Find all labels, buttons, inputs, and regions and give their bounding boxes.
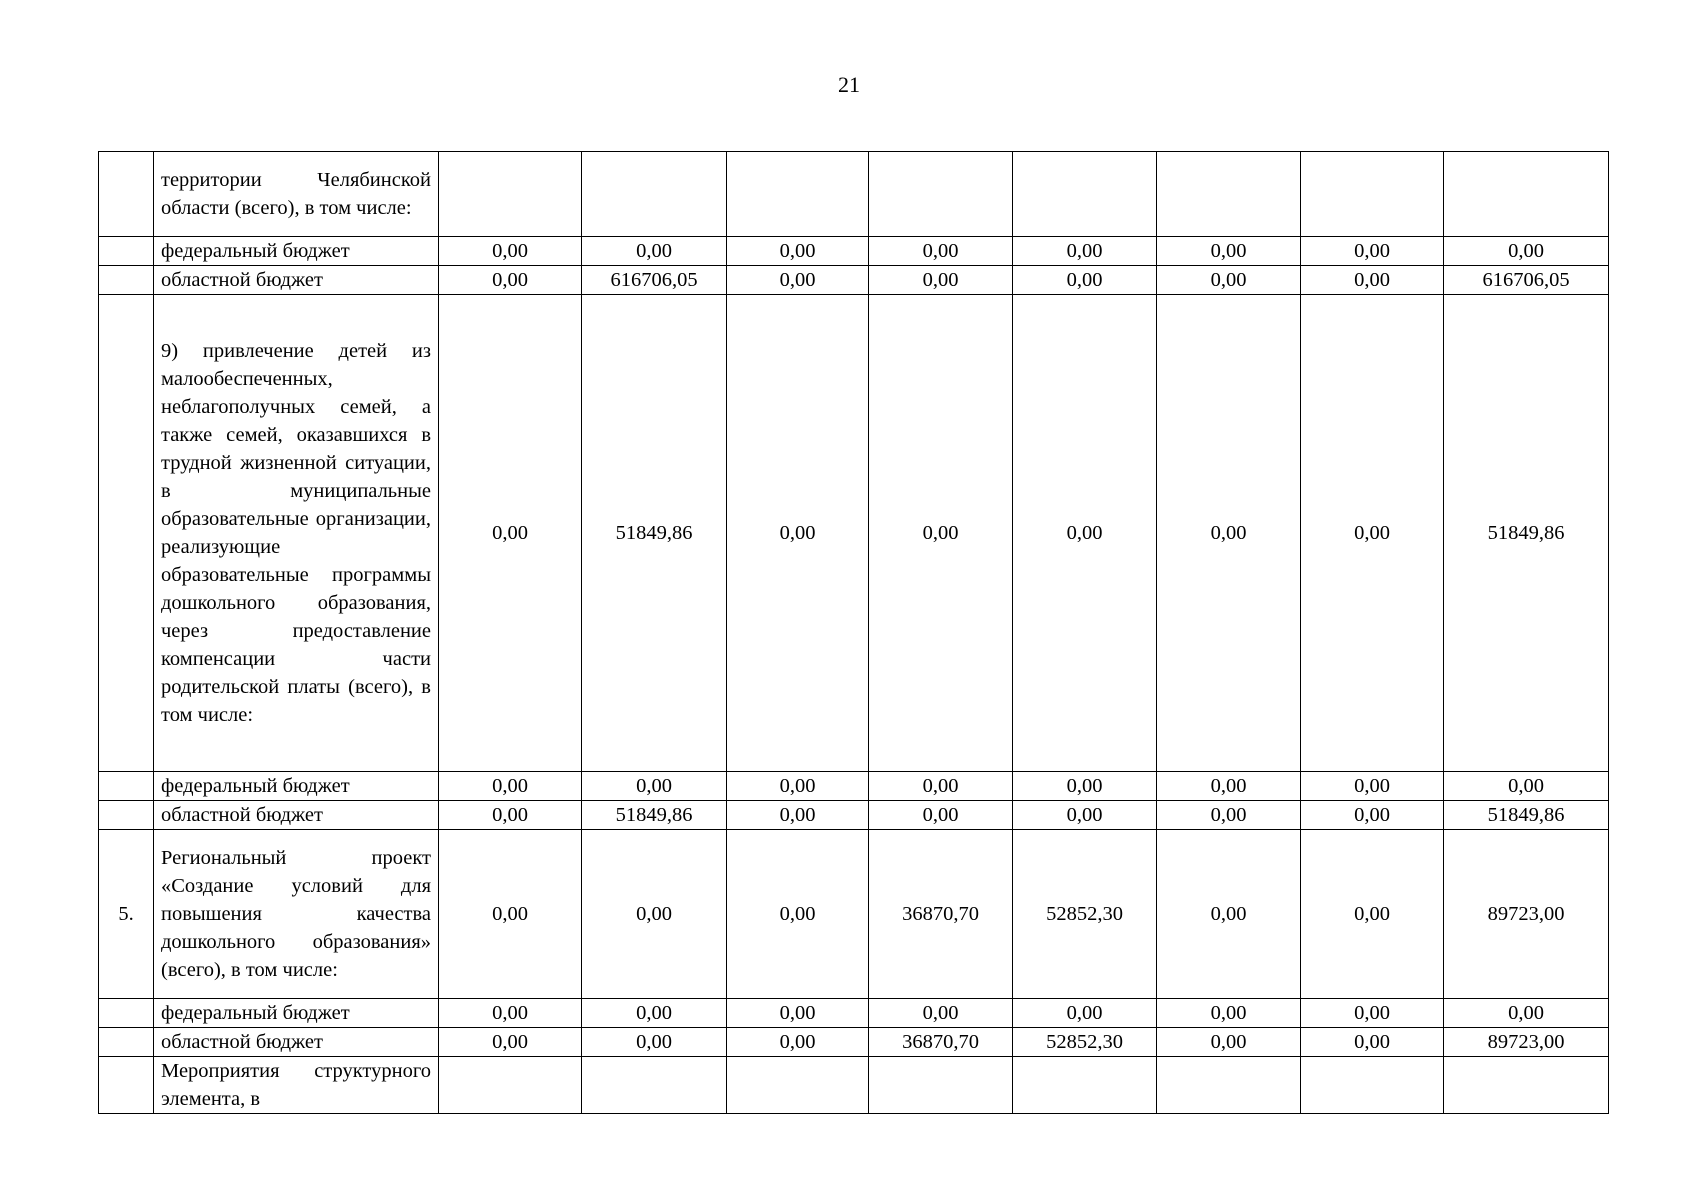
table-row [99,295,1609,772]
value-cell: 616706,05 [582,266,727,295]
value-cell [1157,1057,1301,1114]
value-cell: 0,00 [1301,1028,1444,1057]
value-cell: 0,00 [1157,295,1301,772]
value-cell: 36870,70 [869,830,1013,999]
value-cell: 0,00 [1157,830,1301,999]
row-index [99,772,154,801]
row-description: федеральный бюджет [154,999,439,1028]
value-cell: 0,00 [1301,801,1444,830]
row-index [99,1028,154,1057]
value-cell [1157,152,1301,237]
value-cell [1301,1057,1444,1114]
value-cell [1013,152,1157,237]
value-cell [727,1057,869,1114]
page-number: 21 [838,72,860,97]
total-cell: 0,00 [1444,237,1609,266]
row-description: 9) привлечение детей из малообеспеченных, неблагополучных семей, а также семей, оказавшихся в трудной жизненной ситуации, в муниципальные образовательные организации, реализующие образовательные программы дошкольного образования, через предоставление компенсации части родительской платы (всего), в том числе: [154,295,439,772]
value-cell: 0,00 [727,999,869,1028]
value-cell [582,1057,727,1114]
total-cell: 0,00 [1444,772,1609,801]
value-cell: 0,00 [1157,772,1301,801]
value-cell: 0,00 [1157,801,1301,830]
value-cell: 0,00 [1013,237,1157,266]
budget-table [98,151,1609,1114]
table-row [99,1057,1609,1114]
value-cell: 0,00 [727,772,869,801]
total-cell: 616706,05 [1444,266,1609,295]
table-row [99,1028,1609,1057]
total-cell: 89723,00 [1444,830,1609,999]
value-cell: 0,00 [727,1028,869,1057]
row-description: федеральный бюджет [154,772,439,801]
value-cell: 0,00 [439,266,582,295]
value-cell: 0,00 [439,1028,582,1057]
value-cell [439,1057,582,1114]
value-cell: 0,00 [727,295,869,772]
table-row [99,830,1609,999]
value-cell: 0,00 [1301,999,1444,1028]
value-cell: 36870,70 [869,1028,1013,1057]
value-cell: 0,00 [869,266,1013,295]
value-cell: 0,00 [869,295,1013,772]
value-cell [1301,152,1444,237]
total-cell: 89723,00 [1444,1028,1609,1057]
total-cell [1444,1057,1609,1114]
row-index [99,801,154,830]
value-cell: 0,00 [1157,999,1301,1028]
row-index [99,295,154,772]
value-cell: 0,00 [1301,830,1444,999]
total-cell [1444,152,1609,237]
value-cell: 51849,86 [582,295,727,772]
value-cell: 52852,30 [1013,1028,1157,1057]
value-cell: 0,00 [582,1028,727,1057]
value-cell: 0,00 [1013,801,1157,830]
value-cell: 0,00 [1301,237,1444,266]
value-cell: 0,00 [869,772,1013,801]
value-cell: 0,00 [869,999,1013,1028]
value-cell: 0,00 [439,801,582,830]
row-index [99,999,154,1028]
value-cell [869,152,1013,237]
table-row [99,772,1609,801]
value-cell: 0,00 [582,999,727,1028]
row-description: территории Челябинской области (всего), в том числе: [154,152,439,237]
value-cell: 0,00 [1301,266,1444,295]
value-cell: 0,00 [582,772,727,801]
value-cell: 0,00 [1301,295,1444,772]
value-cell [1013,1057,1157,1114]
row-index [99,1057,154,1114]
value-cell: 0,00 [1301,772,1444,801]
row-index [99,152,154,237]
row-index [99,237,154,266]
total-cell: 51849,86 [1444,295,1609,772]
total-cell: 51849,86 [1444,801,1609,830]
value-cell [582,152,727,237]
value-cell: 0,00 [727,266,869,295]
value-cell: 52852,30 [1013,830,1157,999]
table-row [99,801,1609,830]
row-description: областной бюджет [154,266,439,295]
row-description: областной бюджет [154,1028,439,1057]
value-cell: 0,00 [727,237,869,266]
value-cell: 0,00 [1157,266,1301,295]
row-index: 5. [99,830,154,999]
table-row [99,266,1609,295]
value-cell: 0,00 [1157,237,1301,266]
value-cell [439,152,582,237]
value-cell: 0,00 [1157,1028,1301,1057]
row-description: федеральный бюджет [154,237,439,266]
value-cell: 0,00 [727,801,869,830]
row-index [99,266,154,295]
value-cell: 0,00 [1013,295,1157,772]
value-cell: 0,00 [1013,772,1157,801]
value-cell: 0,00 [582,830,727,999]
value-cell: 0,00 [439,830,582,999]
value-cell [869,1057,1013,1114]
value-cell: 0,00 [869,237,1013,266]
table-row [99,999,1609,1028]
value-cell: 0,00 [439,295,582,772]
row-description: областной бюджет [154,801,439,830]
value-cell: 0,00 [439,999,582,1028]
value-cell: 0,00 [869,801,1013,830]
row-description: Мероприятия структурного элемента, в [154,1057,439,1114]
value-cell: 0,00 [439,772,582,801]
value-cell: 0,00 [582,237,727,266]
value-cell: 0,00 [439,237,582,266]
row-description: Региональный проект «Создание условий для повышения качества дошкольного образования» (всего), в том числе: [154,830,439,999]
total-cell: 0,00 [1444,999,1609,1028]
value-cell [727,152,869,237]
value-cell: 51849,86 [582,801,727,830]
value-cell: 0,00 [727,830,869,999]
value-cell: 0,00 [1013,266,1157,295]
table-row [99,152,1609,237]
table-row [99,237,1609,266]
value-cell: 0,00 [1013,999,1157,1028]
